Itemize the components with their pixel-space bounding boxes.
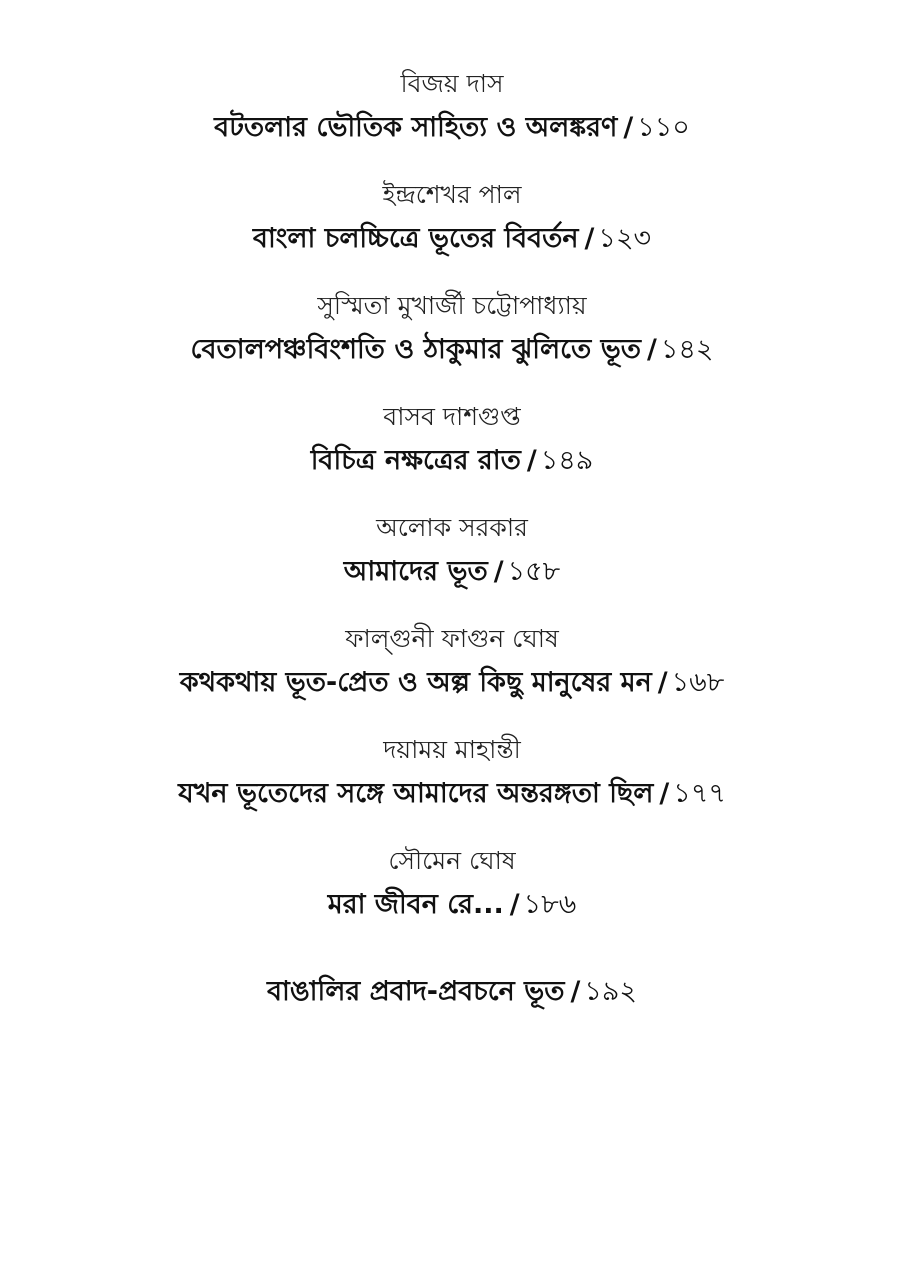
page-separator: / — [493, 556, 504, 587]
entry-author: ইন্দ্রশেখর পাল — [382, 180, 522, 209]
entry-author: বাসব দাশগুপ্ত — [383, 402, 521, 431]
toc-entry — [0, 64, 904, 175]
entry-title: বটতলার ভৌতিক সাহিত্য ও অলঙ্করণ — [214, 112, 618, 143]
table-of-contents — [0, 64, 904, 1063]
entry-page-number: ১১০ — [637, 112, 690, 143]
page-separator: / — [584, 223, 595, 254]
entry-author: অলোক সরকার — [376, 513, 528, 542]
entry-author: বিজয় দাস — [400, 69, 504, 98]
toc-entry — [0, 841, 904, 952]
entry-title: আমাদের ভূত — [343, 556, 488, 587]
entry-title: যখন ভূতেদের সঙ্গে আমাদের অন্তরঙ্গতা ছিল — [178, 778, 654, 809]
toc-entry — [0, 619, 904, 730]
entry-page-number: ১৬৮ — [671, 667, 725, 698]
entry-title-line[interactable] — [0, 659, 904, 707]
entry-author: দয়াময় মাহান্তী — [383, 735, 521, 764]
toc-entry — [0, 397, 904, 508]
entry-title: বাংলা চলচ্চিত্রে ভূতের বিবর্তন — [252, 223, 579, 254]
entry-title-line[interactable] — [0, 548, 904, 596]
entry-title: বাঙালির প্রবাদ-প্রবচনে ভূত — [267, 976, 565, 1007]
page-separator: / — [657, 667, 668, 698]
entry-page-number: ১৫৮ — [507, 556, 561, 587]
entry-title-line[interactable] — [0, 770, 904, 818]
entry-page-number: ১৭৭ — [673, 778, 726, 809]
page-separator: / — [659, 778, 670, 809]
entry-title-line[interactable] — [0, 437, 904, 485]
entry-author: সৌমেন ঘোষ — [388, 846, 516, 875]
entry-title: বিচিত্র নক্ষত্রের রাত — [310, 445, 521, 476]
toc-entry — [0, 952, 904, 1063]
entry-title-line[interactable] — [0, 881, 904, 929]
entry-page-number: ১৪২ — [660, 334, 714, 365]
toc-entry — [0, 286, 904, 397]
page-separator: / — [526, 445, 537, 476]
page-separator: / — [647, 334, 657, 365]
toc-entry — [0, 730, 904, 841]
toc-entry — [0, 175, 904, 286]
entry-title-line[interactable] — [0, 215, 904, 263]
entry-title-line[interactable] — [0, 968, 904, 1016]
entry-title: কথকথায় ভূত-প্রেত ও অল্প কিছু মানুষের মন — [179, 667, 652, 698]
entry-title: বেতালপঞ্চবিংশতি ও ঠাকুমার ঝুলিতে ভূত — [190, 334, 641, 365]
toc-entry — [0, 508, 904, 619]
page-separator: / — [623, 112, 634, 143]
entry-title-line[interactable] — [0, 104, 904, 152]
page-separator: / — [509, 889, 520, 920]
entry-author: সুস্মিতা মুখার্জী চট্টোপাধ্যায় — [317, 291, 587, 320]
entry-page-number: ১৪৯ — [540, 445, 594, 476]
entry-page-number: ১৯২ — [584, 976, 637, 1007]
entry-page-number: ১৮৬ — [523, 889, 577, 920]
entry-page-number: ১২৩ — [598, 223, 652, 254]
entry-title-line[interactable] — [0, 326, 904, 374]
entry-title: মরা জীবন রে... — [327, 889, 504, 920]
entry-author: ফাল্গুনী ফাগুন ঘোষ — [345, 624, 559, 653]
page-separator: / — [570, 976, 581, 1007]
